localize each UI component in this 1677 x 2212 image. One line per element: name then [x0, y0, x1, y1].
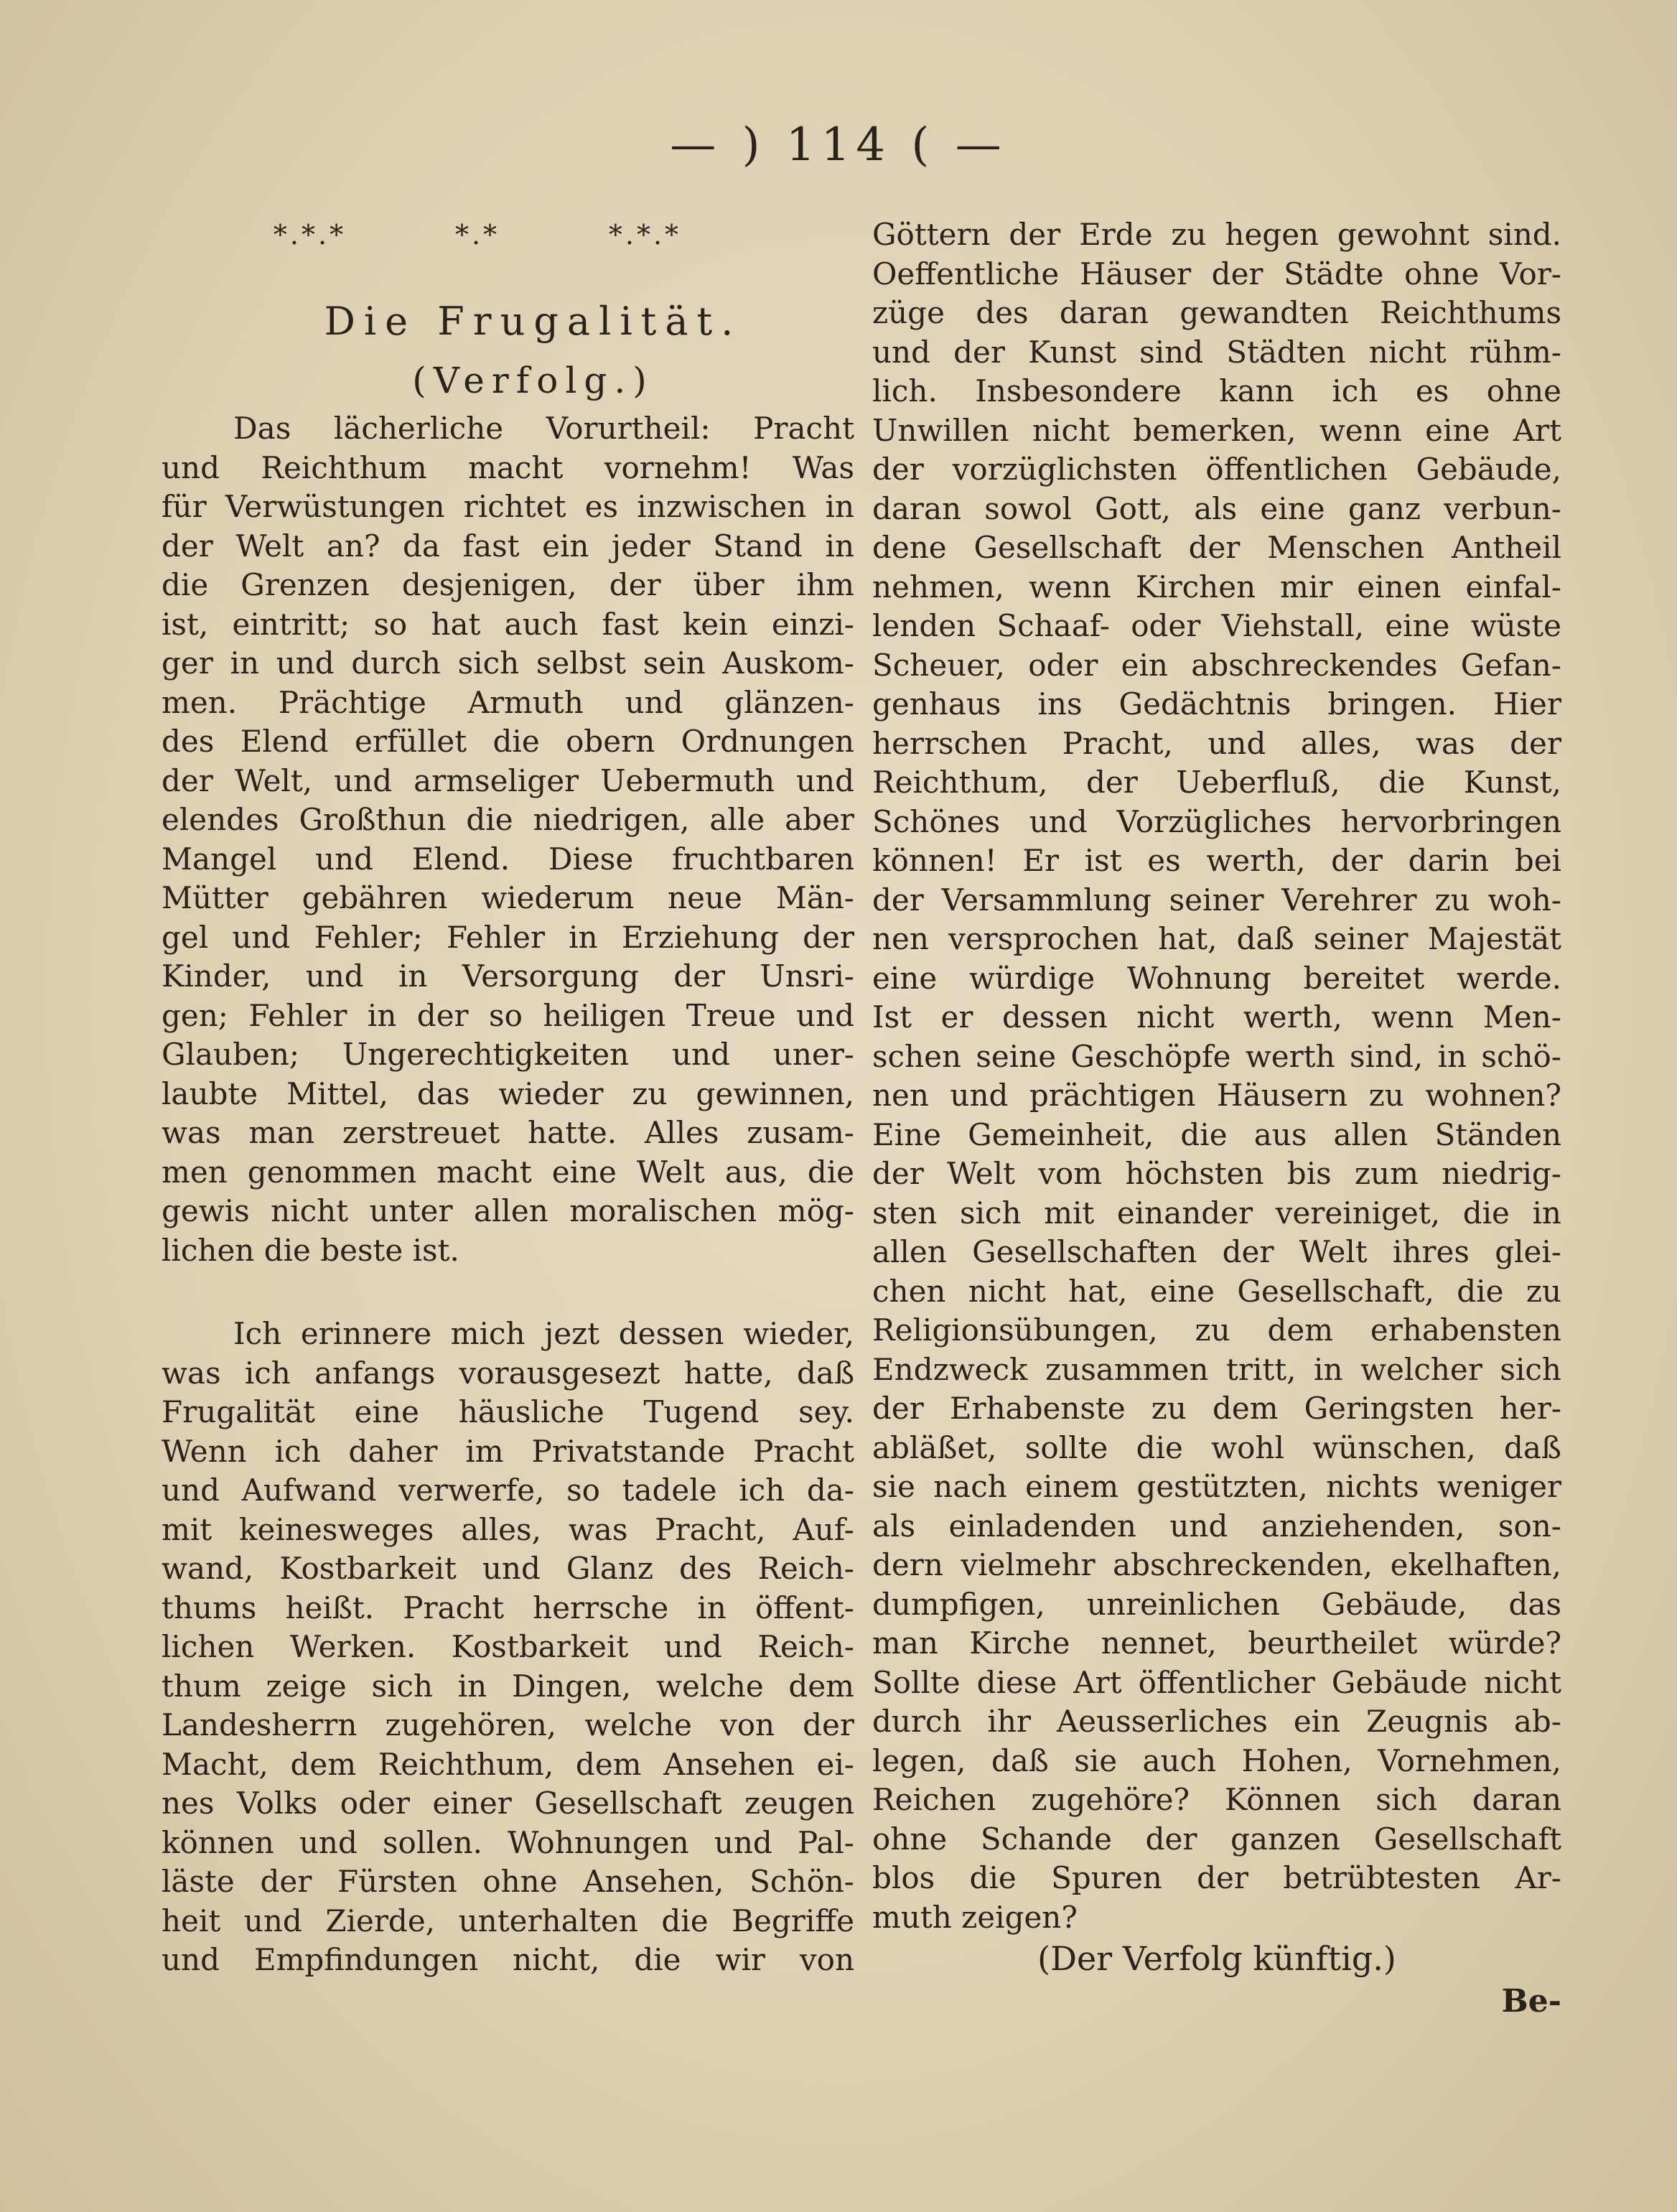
catchword: Be-	[1501, 1983, 1561, 2020]
text-line: elendes Großthun die niedrigen, alle aber	[162, 802, 854, 837]
text-line: durch ihr Aeusserliches ein Zeugnis ab-	[872, 1704, 1561, 1739]
article-subtitle: (Verfolg.)	[412, 360, 654, 401]
paragraph-gap	[162, 1270, 854, 1315]
text-line: abläßet, sollte die wohl wünschen, daß	[872, 1429, 1561, 1465]
text-line: heit und Zierde, unterhalten die Begriffe	[162, 1903, 854, 1938]
text-line: legen, daß sie auch Hohen, Vornehmen,	[872, 1742, 1561, 1778]
text-line: ist, eintritt; so hat auch fast kein einzi-	[162, 606, 854, 642]
text-line: chen nicht hat, eine Gesellschaft, die zu	[872, 1273, 1561, 1309]
text-line: laubte Mittel, das wieder zu gewinnen,	[162, 1075, 854, 1111]
text-line: thum zeige sich in Dingen, welche dem	[162, 1668, 854, 1704]
text-line: was man zerstreuet hatte. Alles zusam-	[162, 1115, 854, 1150]
text-line: Unwillen nicht bemerken, wenn eine Art	[872, 412, 1561, 448]
text-line: Scheuer, oder ein abschreckendes Gefan-	[872, 647, 1561, 683]
text-line: Mütter gebähren wiederum neue Män-	[162, 880, 854, 915]
text-line: allen Gesellschaften der Welt ihres glei-	[872, 1234, 1561, 1269]
text-line: Reichthum, der Ueberfluß, die Kunst,	[872, 765, 1561, 800]
text-line: dumpfigen, unreinlichen Gebäude, das	[872, 1586, 1561, 1622]
text-line: gewis nicht unter allen moralischen mög-	[162, 1193, 854, 1228]
ornament-star: *.*.*	[608, 219, 682, 251]
text-line: thums heißt. Pracht herrsche in öffent-	[162, 1590, 854, 1625]
text-line: man Kirche nennet, beurtheilet würde?	[872, 1625, 1561, 1661]
paragraph-continued	[872, 215, 1561, 1937]
ornament	[219, 215, 736, 287]
text-line: Sollte diese Art öffentlicher Gebäude nicht	[872, 1664, 1561, 1700]
text-line: sten sich mit einander vereiniget, die in	[872, 1195, 1561, 1231]
text-line: Glauben; Ungerechtigkeiten und uner-	[162, 1037, 854, 1072]
text-line: Macht, dem Reichthum, dem Ansehen ei-	[162, 1746, 854, 1782]
text-line: nes Volks oder einer Gesellschaft zeugen	[162, 1786, 854, 1821]
paragraph-2	[162, 1315, 854, 1980]
text-line: gel und Fehler; Fehler in Erziehung der	[162, 919, 854, 955]
text-line: ger in und durch sich selbst sein Auskom-	[162, 645, 854, 681]
text-line: als einladenden und anziehenden, son-	[872, 1508, 1561, 1544]
text-line: und der Kunst sind Städten nicht rühm-	[872, 334, 1561, 370]
text-line: men. Prächtige Armuth und glänzen-	[162, 684, 854, 720]
text-line: können! Er ist es werth, der darin bei	[872, 843, 1561, 878]
text-line: muth zeigen?	[872, 1899, 1078, 1935]
paragraph-1	[162, 409, 854, 1270]
text-line: und Empfindungen nicht, die wir von	[162, 1942, 854, 1977]
text-line: dern vielmehr abschreckenden, ekelhaften,	[872, 1547, 1561, 1582]
text-line: eine würdige Wohnung bereitet werde.	[872, 960, 1561, 996]
text-line: lichen die beste ist.	[162, 1232, 459, 1268]
text-line: Schönes und Vorzügliches hervorbringen	[872, 803, 1561, 839]
text-line: sie nach einem gestützten, nichts weniger	[872, 1469, 1561, 1504]
text-line: Reichen zugehöre? Können sich daran	[872, 1782, 1561, 1817]
text-line: die Grenzen desjenigen, der über ihm	[162, 567, 854, 602]
text-line: der Welt an? da fast ein jeder Stand in	[162, 528, 854, 564]
text-line: der Versammlung seiner Verehrer zu woh-	[872, 882, 1561, 918]
text-line: Ist er dessen nicht werth, wenn Men-	[872, 999, 1561, 1035]
text-line: Landesherrn zugehören, welche von der	[162, 1707, 854, 1742]
text-line: Göttern der Erde zu hegen gewohnt sind.	[872, 217, 1561, 252]
left-column	[162, 215, 854, 1980]
text-line: der Welt vom höchsten bis zum niedrig-	[872, 1156, 1561, 1191]
text-line: daran sowol Gott, als eine ganz verbun-	[872, 490, 1561, 526]
text-line: lich. Insbesondere kann ich es ohne	[872, 373, 1561, 409]
continuation-note: (Der Verfolg künftig.)	[1037, 1939, 1396, 1978]
text-line: und Reichthum macht vornehm! Was	[162, 449, 854, 485]
text-line: der Erhabenste zu dem Geringsten her-	[872, 1391, 1561, 1426]
text-line: blos die Spuren der betrübtesten Ar-	[872, 1860, 1561, 1895]
text-line: nen und prächtigen Häusern zu wohnen?	[872, 1078, 1561, 1113]
text-line: schen seine Geschöpfe werth sind, in schö-	[872, 1038, 1561, 1074]
text-line: dene Gesellschaft der Menschen Antheil	[872, 530, 1561, 565]
text-line: läste der Fürsten ohne Ansehen, Schön-	[162, 1864, 854, 1899]
text-line: des Elend erfüllet die obern Ordnungen	[162, 724, 854, 759]
text-line: können und sollen. Wohnungen und Pal-	[162, 1824, 854, 1860]
text-line: Frugalität eine häusliche Tugend sey.	[162, 1394, 854, 1429]
text-line: lenden Schaaf- oder Viehstall, eine wüste	[872, 608, 1561, 643]
text-line: was ich anfangs vorausgesezt hatte, daß	[162, 1355, 854, 1391]
text-line: züge des daran gewandten Reichthums	[872, 295, 1561, 330]
page-number: — ) 114 ( —	[670, 118, 1007, 172]
ornament-star: *.*	[454, 219, 500, 251]
text-line: der vorzüglichsten öffentlichen Gebäude,	[872, 452, 1561, 487]
text-line: Eine Gemeinheit, die aus allen Ständen	[872, 1116, 1561, 1152]
text-line: lichen Werken. Kostbarkeit und Reich-	[162, 1629, 854, 1664]
article-title: Die Frugalität.	[324, 299, 742, 344]
text-line: mit keinesweges alles, was Pracht, Auf-	[162, 1511, 854, 1547]
text-line: für Verwüstungen richtet es inzwischen in	[162, 489, 854, 524]
text-line: Oeffentliche Häuser der Städte ohne Vor-	[872, 256, 1561, 291]
text-line: Das lächerliche Vorurtheil: Pracht	[233, 411, 854, 446]
text-line: Wenn ich daher im Privatstande Pracht	[162, 1433, 854, 1469]
text-line: wand, Kostbarkeit und Glanz des Reich-	[162, 1551, 854, 1586]
text-line: Ich erinnere mich jezt dessen wieder,	[233, 1316, 854, 1351]
text-line: nehmen, wenn Kirchen mir einen einfal-	[872, 569, 1561, 605]
text-line: ohne Schande der ganzen Gesellschaft	[872, 1821, 1561, 1857]
text-line: Kinder, und in Versorgung der Unsri-	[162, 958, 854, 994]
text-line: nen versprochen hat, daß seiner Majestät	[872, 921, 1561, 956]
text-line: und Aufwand verwerfe, so tadele ich da-	[162, 1473, 854, 1508]
text-line: der Welt, und armseliger Uebermuth und	[162, 762, 854, 798]
text-line: genhaus ins Gedächtnis bringen. Hier	[872, 686, 1561, 722]
text-line: Endzweck zusammen tritt, in welcher sich	[872, 1351, 1561, 1387]
text-line: men genommen macht eine Welt aus, die	[162, 1154, 854, 1190]
ornament-star: *.*.*	[273, 219, 347, 251]
text-line: Religionsübungen, zu dem erhabensten	[872, 1312, 1561, 1348]
text-line: herrschen Pracht, und alles, was der	[872, 725, 1561, 761]
text-line: gen; Fehler in der so heiligen Treue und	[162, 997, 854, 1033]
right-column	[872, 215, 1561, 2023]
text-line: Mangel und Elend. Diese fruchtbaren	[162, 841, 854, 877]
